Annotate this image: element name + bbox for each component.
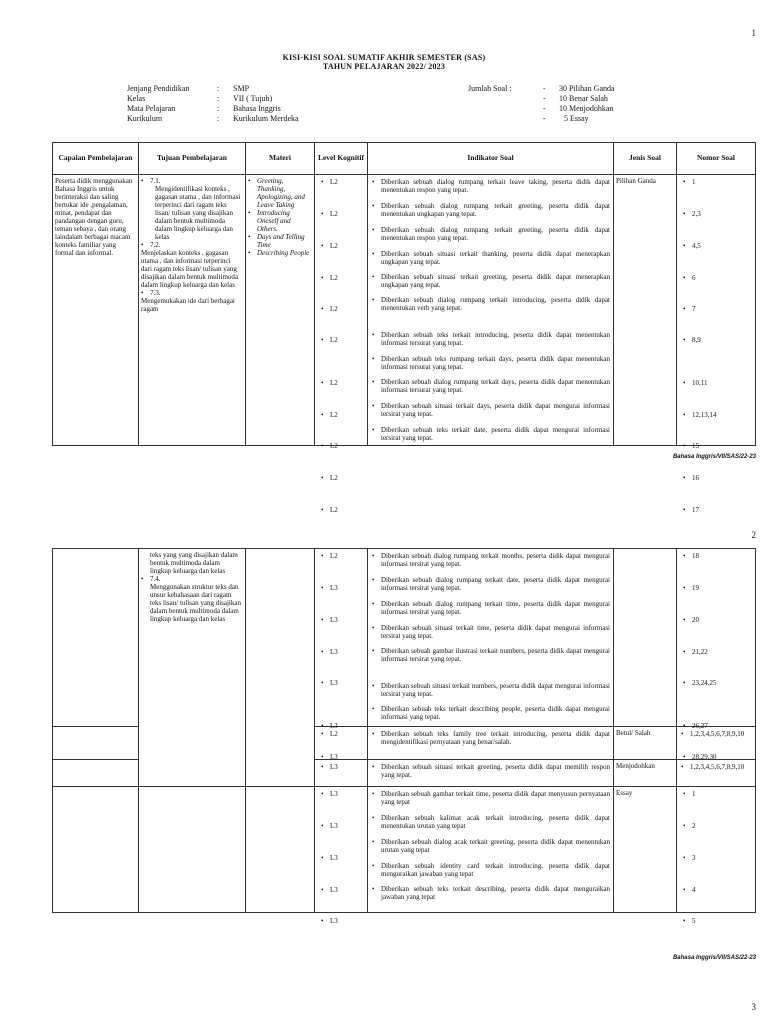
nomor-item: • 10,11 — [681, 379, 759, 387]
indikator-item: • Diberikan sebuah teks terkait describing people, peserta didik dapat mengurai informasi yang tepat. — [372, 705, 610, 721]
nomor-item: • 1,2,3,4,5,6,7,8,9,10 — [681, 763, 753, 771]
page-footer: Bahasa Inggris/VII/SAS/22-23 — [672, 955, 756, 961]
info-row — [543, 104, 614, 114]
level-cell — [315, 760, 368, 787]
info-separator: - — [543, 104, 546, 113]
nomor-list — [677, 787, 755, 925]
info-label: Jenjang Pendidikan — [127, 84, 190, 93]
info-row — [127, 94, 273, 104]
level-item: • L3 — [319, 753, 371, 761]
jenis-cell: Menjodohkan — [614, 760, 677, 787]
info-value: Kurikulum Merdeka — [233, 114, 299, 123]
indikator-item: • Diberikan sebuah teks terkait introducing, peserta didik dapat menentukan informasi tersurat yang tepat. — [372, 331, 610, 347]
level-list — [315, 175, 367, 514]
nomor-item: • 4,5 — [681, 242, 759, 250]
page-number: 3 — [751, 1002, 756, 1012]
tujuan-text: Mengemukakan ide dari berbagai ragam — [141, 297, 235, 313]
level-item: • L3 — [319, 584, 371, 592]
info-separator: : — [217, 114, 220, 123]
level-item: • L2 — [319, 506, 371, 514]
level-item: • L2 — [319, 730, 367, 738]
tujuan-cell — [139, 787, 246, 913]
level-item: • L2 — [319, 242, 371, 250]
page-number: 2 — [751, 530, 756, 540]
kisi-kisi-table-page2 — [52, 548, 756, 925]
info-separator: - — [543, 114, 546, 123]
indikator-item: • Diberikan sebuah situasi terkait days, peserta didik dapat mengurai informasi tersirat yang tepat. — [372, 402, 610, 418]
indikator-item: • Diberikan sebuah dialog rumpang terkait greeting, peserta didik dapat menentukan ungkapan yang tepat. — [372, 202, 610, 218]
nomor-item: • 1 — [681, 178, 759, 186]
nomor-item: • 5 — [681, 917, 759, 925]
tujuan-text: Menjelaskan konteks , gagasan utama , dan informasi terperinci dari ragam teks lisan/ tulisan yang disajikan dalam bentuk multimoda dalam lingkup keluarga dan kelas — [141, 249, 239, 289]
indikator-item: • Diberikan sebuah dialog rumpang terkait date, peserta didik dapat mengurai informasi tersirat yang tepat. — [372, 576, 610, 592]
document-title: KISI-KISI SOAL SUMATIF AKHIR SEMESTER (SAS) — [282, 53, 486, 62]
nomor-item: • 7 — [681, 305, 759, 313]
info-row — [127, 84, 250, 94]
info-value: 30 Pilihan Ganda — [559, 84, 615, 93]
level-item: • L3 — [319, 854, 371, 862]
tujuan-item: • 7.2. — [141, 241, 243, 249]
nomor-item: • 28,29,30 — [681, 753, 759, 761]
level-cell — [315, 549, 368, 761]
tujuan-text: Mengidentifikasi konteks , gagasan utama , dan informasi terperinci dari ragam teks lisan/ tulisan yang disajikan dalam bentuk multimoda dalam lingkup keluarga dan kelas — [155, 185, 241, 241]
info-row — [543, 94, 608, 104]
level-item: • L3 — [319, 790, 371, 798]
materi-cell — [246, 549, 315, 787]
info-value: 5 Essay — [564, 114, 589, 123]
info-row — [127, 114, 299, 124]
level-item: • L2 — [319, 411, 371, 419]
level-list — [315, 787, 367, 925]
indikator-item: • Diberikan sebuah dialog rumpang terkait days, peserta didik dapat menentukan informasi tersurat yang tepat. — [372, 378, 610, 394]
level-item: • L3 — [319, 917, 371, 925]
capaian-cell — [53, 727, 139, 760]
jenis-cell — [614, 549, 677, 727]
nomor-item: • 21,22 — [681, 648, 759, 656]
info-value: 10 Benar Salah — [559, 94, 608, 103]
materi-cell — [246, 175, 315, 446]
nomor-item: • 6 — [681, 274, 759, 282]
info-separator: - — [543, 94, 546, 103]
tujuan-item: • 7.3. — [141, 289, 243, 297]
tujuan-text: teks yang yang disajikan dalam bentuk multimoda dalam lingkup keluarga dan kelas — [150, 551, 238, 575]
tujuan-cell — [139, 549, 246, 787]
indikator-item: • Diberikan sebuah gambar ilustrasi terkait numbers, peserta didik dapat mengurai informasi tersirat yang tepat. — [372, 647, 610, 663]
level-item: • L2 — [319, 379, 371, 387]
nomor-item: • 3 — [681, 854, 759, 862]
jenis-cell: Essay — [614, 787, 677, 913]
indikator-cell — [368, 760, 614, 787]
header-nomor: Nomor Soal — [677, 143, 756, 175]
indikator-item: • Diberikan sebuah dialog rumpang terkait months, peserta didik dapat mengurai informasi tersirat yang tepat. — [372, 552, 610, 568]
materi-cell — [246, 787, 315, 913]
indikator-item: • Diberikan sebuah situasi terkait thanking, peserta didik dapat menerapkan ungkapan yang tepat. — [372, 250, 610, 266]
header-level: Level Kognitif — [315, 143, 368, 175]
header-materi: Materi — [246, 143, 315, 175]
level-item: • L2 — [319, 305, 371, 313]
indikator-item: • Diberikan sebuah teks family tree terkait introducing, peserta didik dapat mengidentifikasi pernyataan yang benar/salah. — [372, 730, 610, 746]
header-jenis: Jenis Soal — [614, 143, 677, 175]
indikator-list — [368, 175, 613, 445]
indikator-cell — [368, 175, 614, 446]
materi-item: • Describing People — [248, 249, 312, 257]
info-label: Kurikulum — [127, 114, 163, 123]
table-header-row — [53, 143, 756, 175]
level-item: • L2 — [319, 178, 371, 186]
nomor-item: • 26,27 — [681, 722, 759, 730]
tujuan-cell — [139, 175, 246, 446]
indikator-item: • Diberikan sebuah situasi terkait greeting, peserta didik dapat menerapkan ungkapan yang tepat. — [372, 273, 610, 289]
nomor-item: • 18 — [681, 552, 759, 560]
info-value: SMP — [233, 84, 250, 93]
level-item: • L3 — [319, 616, 371, 624]
info-separator: : — [217, 104, 220, 113]
info-separator: - — [543, 84, 546, 93]
header-tujuan: Tujuan Pembelajaran — [139, 143, 246, 175]
tujuan-text: Menggunakan struktur teks dan unsur kebahasaan dari ragam teks lisan/ tulisan yang disajikan dalam bentuk multimoda dalam lingkup keluarga dan kelas — [150, 583, 241, 623]
indikator-item: • Diberikan sebuah teks terkait describing, peserta didik dapat menguraikan jawaban yang tepat — [372, 885, 610, 901]
level-item: • L3 — [319, 822, 371, 830]
materi-item: • Introducing Oneself and Others. — [248, 209, 312, 233]
info-row — [543, 84, 615, 94]
capaian-cell: Peserta didik menggunakan Bahasa Inggris untuk berinteraksi dan saling bertukar ide ,pengalaman, minat, pendapat dan pandangan dengan guru, teman sebaya , dan orang laindalam berbagai macam konteks familiar yang formal dan informal. — [53, 175, 139, 446]
info-label: Mata Pelajaran — [127, 104, 176, 113]
level-item: • L2 — [319, 552, 371, 560]
level-item: • L3 — [319, 722, 371, 730]
level-item: • L2 — [319, 336, 371, 344]
indikator-cell — [368, 549, 614, 727]
document-subtitle: TAHUN PELAJARAN 2022/ 2023 — [322, 62, 446, 71]
indikator-cell — [368, 727, 614, 760]
nomor-item: • 1 — [681, 790, 759, 798]
indikator-list — [368, 787, 613, 912]
table-row — [53, 787, 756, 913]
nomor-cell — [677, 787, 756, 925]
level-cell — [315, 175, 368, 514]
indikator-item: • Diberikan sebuah situasi terkait time, peserta didik dapat mengurai informasi tersirat yang tepat. — [372, 624, 610, 640]
nomor-item: • 19 — [681, 584, 759, 592]
nomor-item: • 4 — [681, 886, 759, 894]
level-item: • L2 — [319, 210, 371, 218]
nomor-item: • 23,24,25 — [681, 679, 759, 687]
nomor-item: • 20 — [681, 616, 759, 624]
tujuan-item: • 7.1. — [141, 177, 243, 185]
capaian-cell — [53, 549, 139, 727]
info-value: Bahasa Inggris — [233, 104, 281, 113]
header-capaian: Capaian Pembelajaran — [53, 143, 139, 175]
table-row — [53, 175, 756, 446]
level-cell — [315, 787, 368, 925]
indikator-item: • Diberikan sebuah dialog rumpang terkait introducing, peserta didik dapat menentukan verb yang tepat. — [372, 296, 610, 312]
indikator-item: • Diberikan sebuah dialog rumpang terkait leave taking, peserta didik dapat menentukan respon yang tepat. — [372, 178, 610, 194]
level-list — [315, 549, 367, 761]
header-indikator: Indikator Soal — [368, 143, 614, 175]
indikator-item: • Diberikan sebuah gambar terkait time, peserta didik dapat menyusun pernyataan yang tepat — [372, 790, 610, 806]
indikator-item: • Diberikan sebuah dialog rumpang terkait time, peserta didik dapat mengurai informasi tersirat yang tepat. — [372, 600, 610, 616]
info-right-label: Jumlah Soal : — [468, 84, 512, 93]
info-separator: : — [217, 84, 220, 93]
level-item: • L2 — [319, 442, 371, 450]
page-number: 1 — [751, 28, 756, 38]
level-item: • L3 — [319, 679, 371, 687]
info-label: Kelas — [127, 94, 146, 103]
info-row — [543, 114, 589, 124]
info-block-right — [543, 84, 615, 124]
nomor-item: • 15 — [681, 442, 759, 450]
nomor-cell — [677, 760, 756, 787]
nomor-item: • 2 — [681, 822, 759, 830]
indikator-item: • Diberikan sebuah kalimat acak terkait introducing, peserta didik dapat menentukan urutan yang tepat — [372, 814, 610, 830]
indikator-item: • Diberikan sebuah dialog rumpang terkait greeting, peserta didik dapat menentukan respon yang tepat. — [372, 226, 610, 242]
page-footer: Bahasa Inggris/VII/SAS/22-23 — [672, 454, 756, 460]
indikator-item: • Diberikan sebuah dialog acak terkait greeting, peserta didik dapat menentukan urutan yang tepat — [372, 838, 610, 854]
indikator-item: • Diberikan sebuah identity card terkait introducing, peserta didik dapat menguraikan jawaban yang tepat — [372, 862, 610, 878]
info-block-left — [127, 84, 299, 124]
indikator-item: • Diberikan sebuah situasi terkait greeting, peserta didik dapat memilih respon yang tepat. — [372, 763, 610, 779]
indikator-item: • Diberikan sebuah teks rumpang terkait days, peserta didik dapat menentukan informasi tersurat yang tepat. — [372, 355, 610, 371]
info-separator: : — [217, 94, 220, 103]
indikator-cell — [368, 787, 614, 913]
nomor-item: • 17 — [681, 506, 759, 514]
nomor-item: • 2,3 — [681, 210, 759, 218]
nomor-item: • 16 — [681, 474, 759, 482]
nomor-item: • 12,13,14 — [681, 411, 759, 419]
nomor-item: • 1,2,3,4,5,6,7,8,9,10 — [681, 730, 753, 738]
jenis-cell: Betul/ Salah — [614, 727, 677, 760]
materi-item: • Greeting, Thanking, Apologizing, and Leave Taking — [248, 177, 312, 209]
nomor-item: • 8,9 — [681, 336, 759, 344]
level-item: • L2 — [319, 274, 371, 282]
table-row — [53, 549, 756, 727]
capaian-cell — [53, 787, 139, 913]
capaian-cell — [53, 760, 139, 787]
level-item: • L3 — [319, 763, 367, 771]
tujuan-item: • 7.4. — [141, 575, 243, 583]
info-value: VII ( Tujuh) — [233, 94, 273, 103]
indikator-list — [368, 549, 613, 726]
indikator-item: • Diberikan sebuah situasi terkait numbers, peserta didik dapat mengurai informasi tersirat yang tepat. — [372, 682, 610, 698]
info-value: 10 Menjodohkan — [559, 104, 614, 113]
jenis-cell: Pilihan Ganda — [614, 175, 677, 446]
level-item: • L2 — [319, 474, 371, 482]
indikator-item: • Diberikan sebuah teks terkait date, peserta didik dapat mengurai informasi tersirat yang tepat. — [372, 426, 610, 442]
level-item: • L3 — [319, 648, 371, 656]
info-row — [127, 104, 281, 114]
level-item: • L3 — [319, 886, 371, 894]
materi-item: • Days and Telling Time — [248, 233, 312, 249]
